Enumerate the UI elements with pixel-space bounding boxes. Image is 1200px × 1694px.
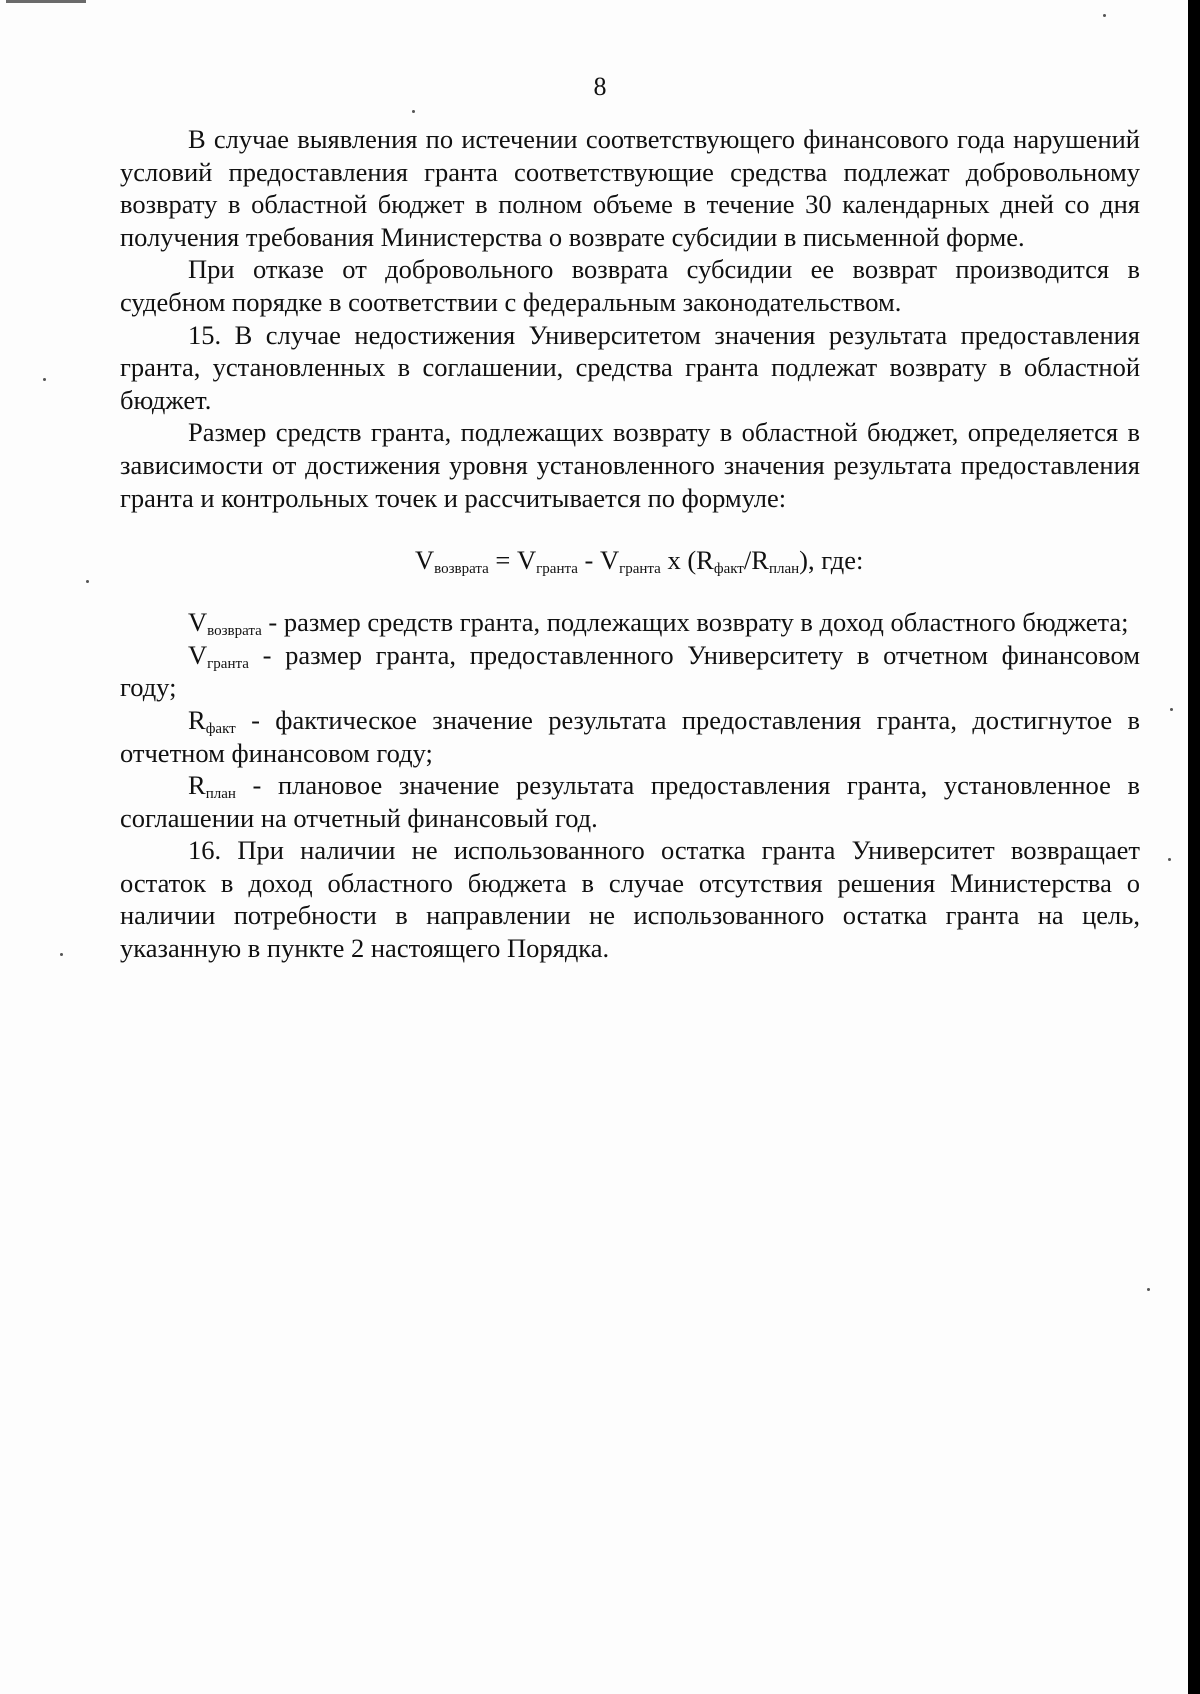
paragraph-return-violation: В случае выявления по истечении соответствующего финансового года нарушений условий предоставления гранта соответствующие средства подлежат добровольному возврату в областной бюджет в полном объеме в течение 30 календарных дней со дня получения требования Министерства о возврате субсидии в письменной форме. bbox=[120, 124, 1140, 252]
scan-speck bbox=[86, 580, 89, 583]
definition-r-plan: $R_{план}$ - плановое значение результата предоставления гранта, установленное в соглашении на отчетный финансовый год. bbox=[120, 770, 1140, 833]
definition-v-return: $V_{возврата}$ - размер средств гранта, подлежащих возврату в доход областного бюджета; bbox=[188, 607, 1129, 640]
document-body bbox=[120, 123, 1140, 965]
paragraph-15: 15. В случае недостижения Университетом значения результата предоставления гранта, установленных в соглашении, средства гранта подлежат возврату в областной бюджет. bbox=[120, 319, 1140, 415]
formula-v-grant-2: $V_{гранта}$ bbox=[599, 545, 661, 578]
definition-r-fact: $R_{факт}$ - фактическое значение результата предоставления гранта, достигнутое в отчетном финансовом году; bbox=[120, 704, 1140, 768]
scan-speck bbox=[1168, 858, 1171, 861]
scan-artifact bbox=[6, 0, 86, 3]
scan-speck bbox=[43, 378, 46, 381]
scan-speck bbox=[1103, 14, 1106, 17]
formula-r-plan: $R_{план}$ bbox=[751, 545, 800, 578]
page-number: 8 bbox=[593, 72, 607, 101]
paragraph-refusal-return: При отказе от добровольного возврата субсидии ее возврат производится в судебном порядке в соответствии с федеральным законодательством. bbox=[120, 254, 1140, 317]
definition-v-grant: $V_{гранта}$ - размер гранта, предоставленного Университету в отчетном финансовом году; bbox=[120, 639, 1140, 703]
scan-speck bbox=[60, 953, 63, 956]
paragraph-return-size: Размер средств гранта, подлежащих возврату в областной бюджет, определяется в зависимости от достижения уровня установленного значения результата предоставления гранта и контрольных точек и рассчитывается по формуле: bbox=[120, 417, 1140, 513]
formula-r-fact: $R_{факт}$ bbox=[696, 545, 744, 578]
paragraph-16: 16. При наличии не использованного остатка гранта Университет возвращает остаток в доход областного бюджета в случае отсутствия решения Министерства о наличии потребности в направлении не использованного остатка гранта на цель, указанную в пункте 2 настоящего Порядка. bbox=[120, 835, 1140, 964]
formula-v-return: $V_{возврата}$ bbox=[415, 545, 489, 578]
formula-v-grant: $V_{гранта}$ bbox=[517, 545, 578, 578]
scan-speck bbox=[412, 110, 415, 113]
scan-speck bbox=[1147, 1288, 1150, 1291]
scan-speck bbox=[1170, 708, 1173, 711]
return-formula: $V_{возврата} = V_{гранта} - V_{гранта}$ x $(R_{факт}/R_{план})$, где: bbox=[415, 545, 864, 578]
scan-edge-shadow bbox=[1188, 0, 1200, 1694]
